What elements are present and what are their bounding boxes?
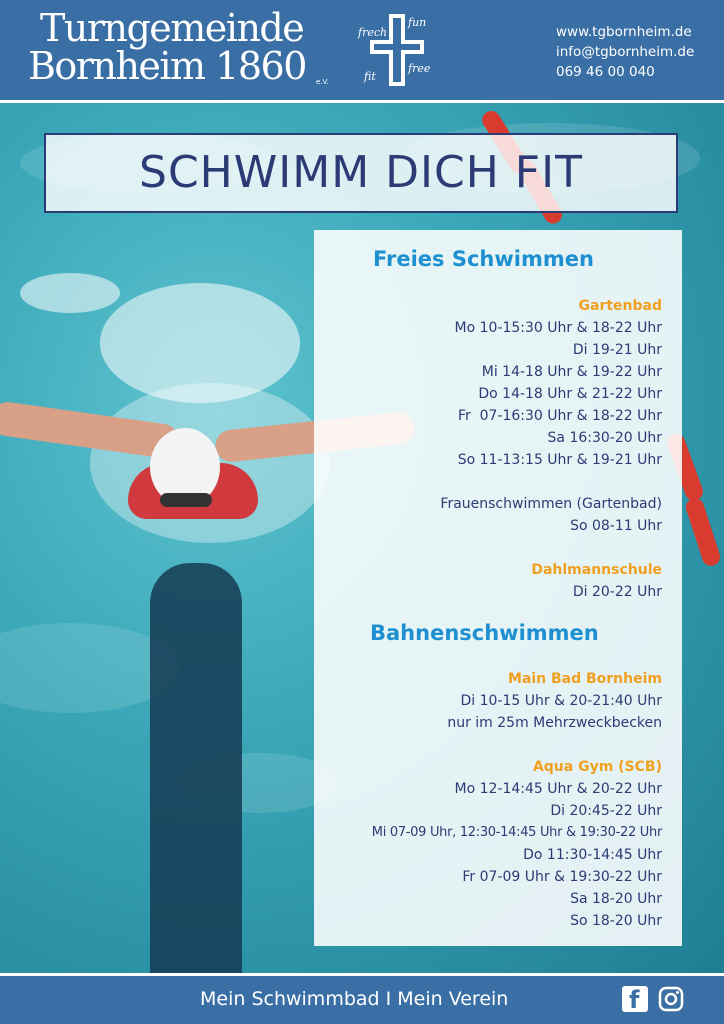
venue-aqua-gym: Aqua Gym (SCB): [532, 759, 662, 775]
schedule-line: Mi 07-09 Uhr, 12:30-14:45 Uhr & 19:30-22 Uhr: [371, 825, 662, 840]
schedule-line: Do 11:30-14:45 Uhr: [523, 847, 662, 863]
schedule-line: So 08-11 Uhr: [570, 518, 662, 534]
schedule-line: Mo 10-15:30 Uhr & 18-22 Uhr: [454, 320, 662, 336]
facebook-icon[interactable]: f: [622, 986, 648, 1012]
club-logo-line2: Bornheim 1860: [28, 44, 306, 88]
schedule-line: Mo 12-14:45 Uhr & 20-22 Uhr: [454, 781, 662, 797]
schedule-line: Di 20:45-22 Uhr: [550, 803, 662, 819]
lane-marking: [150, 563, 242, 973]
schedule-line: Sa 16:30-20 Uhr: [547, 430, 662, 446]
swim-goggles: [160, 493, 212, 507]
contact-block: [556, 22, 694, 82]
emblem-word-frech: frech: [358, 26, 388, 39]
footer-slogan: Mein Schwimmbad I Mein Verein: [200, 988, 509, 1010]
schedule-panel: [314, 230, 682, 946]
header-bar: [0, 0, 724, 100]
schedule-line: Mi 14-18 Uhr & 19-22 Uhr: [481, 364, 662, 380]
emblem-word-free: free: [408, 62, 431, 75]
phone-number: 069 46 00 040: [556, 64, 655, 80]
section-heading-freies: Freies Schwimmen: [373, 247, 594, 271]
schedule-line: Di 10-15 Uhr & 20-21:40 Uhr: [460, 693, 662, 709]
schedule-line: So 11-13:15 Uhr & 19-21 Uhr: [457, 452, 662, 468]
schedule-line: Fr 07-16:30 Uhr & 18-22 Uhr: [457, 408, 662, 424]
emblem-word-fit: fit: [364, 70, 376, 83]
venue-gartenbad: Gartenbad: [578, 298, 662, 314]
website-link[interactable]: www.tgbornheim.de: [556, 24, 692, 40]
schedule-note: nur im 25m Mehrzweckbecken: [447, 715, 662, 731]
page-title: SCHWIMM DICH FIT: [139, 147, 583, 198]
footer-bar: [0, 976, 724, 1024]
section-heading-bahnen: Bahnenschwimmen: [370, 621, 599, 645]
schedule-line: Di 20-22 Uhr: [572, 584, 662, 600]
venue-dahlmannschule: Dahlmannschule: [531, 562, 662, 578]
schedule-line: Do 14-18 Uhr & 21-22 Uhr: [478, 386, 662, 402]
schedule-line: Fr 07-09 Uhr & 19:30-22 Uhr: [462, 869, 662, 885]
club-logo-ev: e.V.: [316, 78, 329, 86]
email-link[interactable]: info@tgbornheim.de: [556, 44, 695, 60]
schedule-line: So 18-20 Uhr: [570, 913, 662, 929]
instagram-icon[interactable]: [658, 986, 684, 1012]
emblem-word-fun: fun: [408, 16, 427, 29]
title-banner: [44, 133, 678, 213]
cross-emblem-icon: [356, 10, 438, 90]
frauenschwimmen-label: Frauenschwimmen (Gartenbad): [440, 496, 662, 512]
schedule-line: Di 19-21 Uhr: [572, 342, 662, 358]
club-logo-line1: Turngemeinde: [40, 6, 304, 50]
schedule-line: Sa 18-20 Uhr: [570, 891, 662, 907]
venue-main-bad: Main Bad Bornheim: [507, 671, 662, 687]
